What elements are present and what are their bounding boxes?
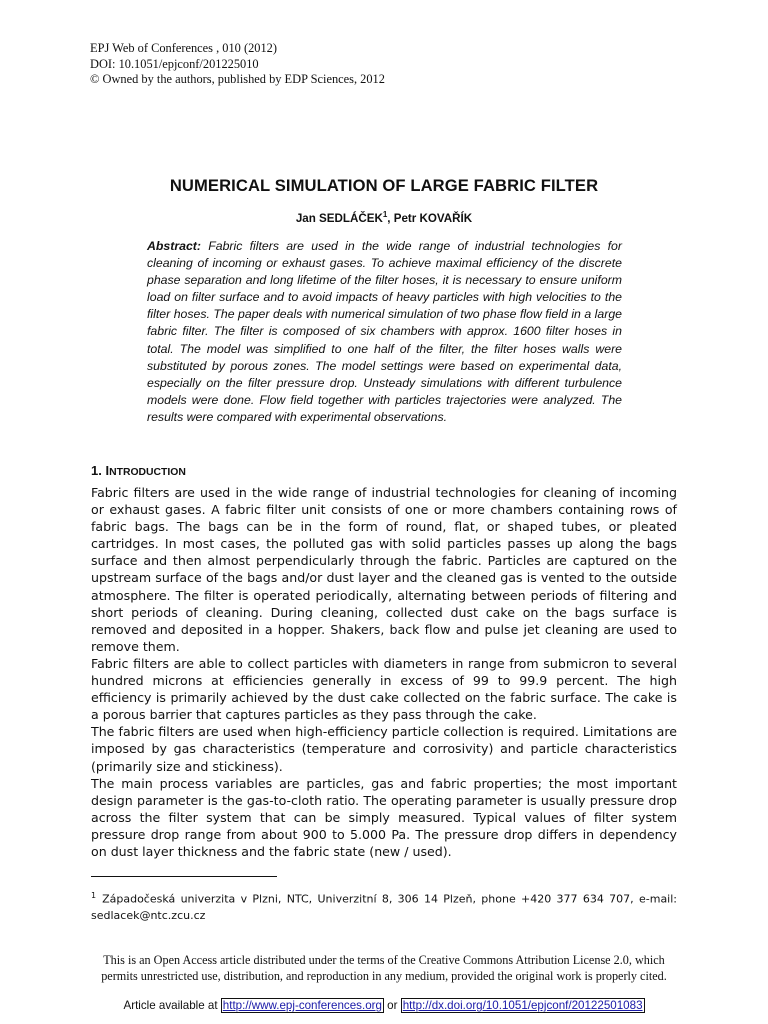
abstract — [147, 238, 622, 426]
paragraph: The main process variables are particles, gas and fabric properties; the most important design parameter is the gas-to-cloth ratio. The operating parameter is usually pressure drop across the filter system that can be simply measured. Typical values of filter system pressure drop range from about 900 to 5.000 Pa. The pressure drop differs in dependency on dust layer thickness and the fabric state (new / used). — [91, 775, 677, 859]
doi-line: DOI: 10.1051/epjconf/201225010 — [90, 56, 259, 71]
footnote-text: Západočeská univerzita v Plzni, NTC, Univerzitní 8, 306 14 Plzeň, phone +420 377 634 707, e-mail: sedlacek@ntc.zcu.cz — [91, 892, 677, 923]
abstract-label: Abstract: — [147, 239, 201, 253]
availability-prefix: Article available at — [123, 999, 221, 1012]
section-heading-introduction — [91, 463, 186, 478]
paragraph: Fabric filters are able to collect particles with diameters in range from submicron to several hundred microns at efficiencies generally in excess of 99 to 99.9 percent. The high efficiency is primarily achieved by the dust cake collected on the fabric surface. The cake is a porous barrier that captures particles as they pass through the cake. — [91, 655, 677, 723]
author-separator: , — [387, 211, 394, 225]
doi-link[interactable]: http://dx.doi.org/10.1051/epjconf/20122501083 — [402, 999, 643, 1012]
footnote — [91, 888, 677, 925]
journal-header — [90, 41, 385, 88]
journal-citation: EPJ Web of Conferences , 010 (2012) — [90, 41, 278, 55]
author-affiliation-marker: 1 — [382, 210, 388, 219]
author-sedlacek: Jan SEDLÁČEK — [295, 211, 383, 225]
section-title-initial: I — [105, 463, 110, 478]
footnote-marker: 1 — [91, 891, 97, 900]
epj-conferences-link[interactable]: http://www.epj-conferences.org — [222, 999, 382, 1012]
paragraph: Fabric filters are used in the wide range of industrial technologies for cleaning of incoming or exhaust gases. A fabric filter unit consists of one or more chambers containing rows of fabric bags. The bags can be in the form of round, flat, or shaped tubes, or pleated cartridges. In most cases, the polluted gas with solid particles passes up along the bags surface and then almost perpendicularly through the fabric. Particles are captured on the upstream surface of the bags and/or dust layer and the cleaned gas is vented to the outside atmosphere. The filter is operated periodically, alternating between periods of filtering and short periods of cleaning. During cleaning, collected dust cake on the bags surface is removed and deposited in a hopper. Shakers, back flow and pulse jet cleaning are used to remove them. — [91, 485, 677, 654]
availability-or: or — [383, 999, 401, 1012]
license-line: This is an Open Access article distributed under the terms of the Creative Commons Attribution License 2.0, which — [103, 953, 665, 967]
abstract-text: Fabric filters are used in the wide range of industrial technologies for cleaning of incoming or exhaust gases. To achieve maximal efficiency of the discrete phase separation and long lifetime of the filter hoses, it is necessary to ensure uniform load on filter surface and to avoid impacts of heavy particles with high velocities to the filter hoses. The paper deals with numerical simulation of two phase flow field in a large fabric filter. The filter is composed of six chambers with approx. 1600 filter hoses in total. The model was simplified to one half of the filter, the filter hoses walls were substituted by porous zones. The model settings were based on experimental data, especially on the filter pressure drop. Unsteady simulations with different turbulence models were done. Flow field together with particles trajectories were analyzed. The results were compared with experimental observations. — [147, 239, 622, 424]
section-number: 1. — [91, 463, 102, 478]
license-notice — [0, 953, 768, 984]
availability-line — [0, 999, 768, 1012]
copyright-line: © Owned by the authors, published by EDP Sciences, 2012 — [90, 72, 385, 86]
license-line: permits unrestricted use, distribution, and reproduction in any medium, provided the original work is properly cited. — [101, 968, 667, 983]
section-title-rest: NTRODUCTION — [109, 467, 186, 478]
author-line — [0, 210, 768, 225]
paragraph: The fabric filters are used when high-efficiency particle collection is required. Limitations are imposed by gas characteristics (temperature and corrosivity) and particle characteristics (primarily size and stickiness). — [91, 724, 677, 774]
author-kovarik: Petr KOVAŘÍK — [393, 211, 473, 225]
introduction-body — [91, 484, 677, 860]
paper-title: NUMERICAL SIMULATION OF LARGE FABRIC FILTER — [169, 176, 599, 195]
footnote-divider — [91, 876, 277, 877]
